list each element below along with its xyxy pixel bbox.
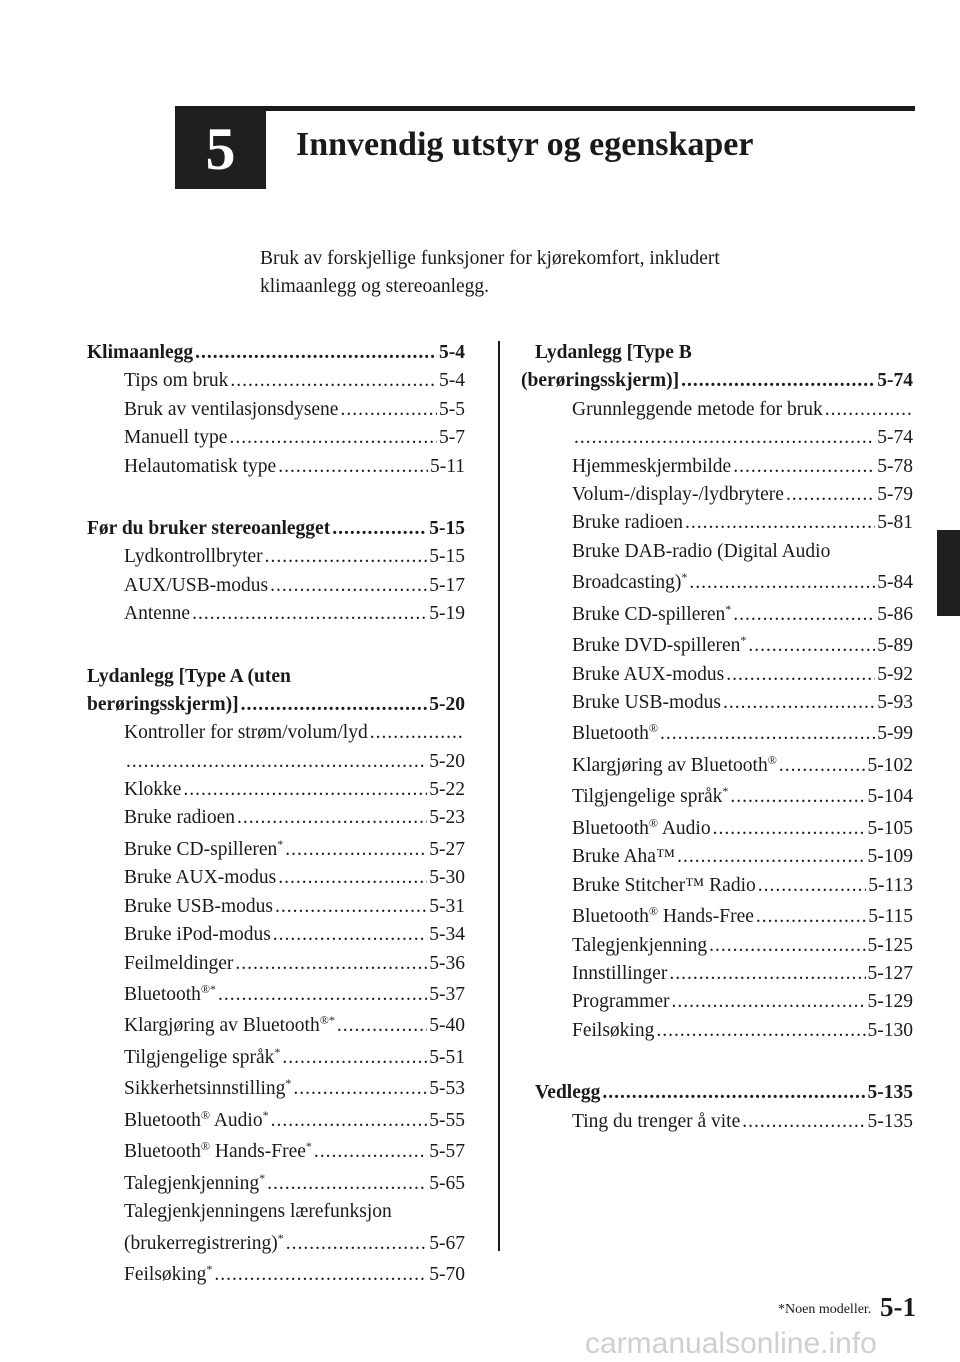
toc-entry[interactable]: Bluetooth® Audio ..... 5-105 [535, 812, 913, 844]
chapter-top-rule [175, 106, 915, 111]
footnote: *Noen modeller. [778, 1302, 872, 1317]
toc-entry[interactable]: Bruke Aha™ ..... 5-109 [535, 843, 913, 871]
toc-entry[interactable]: Sikkerhetsinnstilling* ..... 5-53 [87, 1072, 465, 1104]
toc-entry[interactable]: Tilgjengelige språk* ..... 5-104 [535, 780, 913, 812]
toc-entry[interactable]: Talegjenkjenning ..... 5-125 [535, 932, 913, 960]
toc-entry[interactable]: Bruke radioen ..... 5-23 [87, 804, 465, 832]
chapter-number: 5 [175, 110, 266, 189]
toc-entry[interactable]: Bruke CD-spilleren* ..... 5-86 [535, 598, 913, 630]
toc-section-type-b [521, 339, 913, 1045]
toc-heading[interactable]: berøringsskjerm)] ..... 5-20 [87, 691, 465, 719]
toc-entry[interactable]: Hjemmeskjermbilde ..... 5-78 [535, 453, 913, 481]
toc-entry[interactable]: Programmer ..... 5-129 [535, 988, 913, 1016]
toc-entry[interactable]: Lydkontrollbryter ..... 5-15 [87, 543, 465, 571]
toc-entry[interactable]: Helautomatisk type ..... 5-11 [87, 453, 465, 481]
toc-entry[interactable]: Bluetooth® Audio* ..... 5-55 [87, 1104, 465, 1136]
toc-entry[interactable]: Bluetooth® Hands-Free* ..... 5-57 [87, 1135, 465, 1167]
toc-entry[interactable]: AUX/USB-modus ..... 5-17 [87, 572, 465, 600]
toc-entry-continued[interactable]: ..... 5-74 [535, 424, 913, 452]
toc-entry[interactable]: Tips om bruk ..... 5-4 [87, 367, 465, 395]
toc-section-vedlegg [535, 1079, 913, 1136]
chapter-intro [260, 245, 900, 301]
toc-entry[interactable]: Bruke CD-spilleren* ..... 5-27 [87, 833, 465, 865]
toc-entry[interactable]: Bruke radioen ..... 5-81 [535, 509, 913, 537]
toc-entry[interactable]: Bruke Stitcher™ Radio ..... 5-113 [535, 872, 913, 900]
toc-entry[interactable]: Bruke iPod-modus ..... 5-34 [87, 921, 465, 949]
toc-heading-line[interactable]: Lydanlegg [Type A (uten [87, 665, 291, 687]
toc-entry[interactable]: Bluetooth®* ..... 5-37 [87, 978, 465, 1010]
toc-entry[interactable]: Bruk av ventilasjonsdysene ..... 5-5 [87, 396, 465, 424]
toc-entry[interactable]: Volum-/display-/lydbrytere ..... 5-79 [535, 481, 913, 509]
column-divider [498, 341, 500, 1251]
toc-entry-continued[interactable]: Broadcasting)* ..... 5-84 [535, 566, 913, 598]
toc-entry-continued[interactable]: ..... 5-20 [87, 748, 465, 776]
toc-section-klimaanlegg [87, 339, 465, 481]
watermark: carmanualsonline.info [585, 1327, 877, 1360]
toc-right-column [521, 339, 913, 1170]
toc-entry[interactable]: Feilsøking* ..... 5-70 [87, 1258, 465, 1290]
toc-entry[interactable]: Antenne ..... 5-19 [87, 600, 465, 628]
toc-entry[interactable]: Klargjøring av Bluetooth®* ..... 5-40 [87, 1009, 465, 1041]
toc-entry[interactable]: Klokke ..... 5-22 [87, 776, 465, 804]
toc-entry[interactable]: Grunnleggende metode for bruk ..... [535, 396, 913, 424]
toc-entry[interactable]: Manuell type ..... 5-7 [87, 424, 465, 452]
toc-heading[interactable]: Før du bruker stereoanlegget ..... 5-15 [87, 515, 465, 543]
toc-entry[interactable]: Bruke USB-modus ..... 5-31 [87, 893, 465, 921]
toc-entry[interactable]: Kontroller for strøm/volum/lyd ..... [87, 719, 465, 747]
toc-entry[interactable]: Bruke DAB-radio (Digital Audio [572, 540, 831, 562]
toc-entry[interactable]: Bluetooth® Hands-Free ..... 5-115 [535, 900, 913, 932]
intro-line-1: Bruk av forskjellige funksjoner for kjørekomfort, inkludert [260, 248, 720, 269]
toc-heading-line[interactable]: Lydanlegg [Type B [535, 342, 692, 363]
intro-line-2: klimaanlegg og stereoanlegg. [260, 276, 490, 297]
toc-section-stereo [87, 515, 465, 629]
toc-heading[interactable]: Vedlegg ..... 5-135 [535, 1079, 913, 1107]
toc-entry[interactable]: Innstillinger ..... 5-127 [535, 960, 913, 988]
toc-entry[interactable]: Talegjenkjenning* ..... 5-65 [87, 1167, 465, 1199]
toc-entry[interactable]: Bruke AUX-modus ..... 5-30 [87, 864, 465, 892]
page-number: 5-1 [880, 1292, 916, 1322]
toc-entry-continued[interactable]: (brukerregistrering)* ..... 5-67 [87, 1227, 465, 1259]
toc-section-type-a [87, 663, 465, 1290]
toc-entry[interactable]: Tilgjengelige språk* ..... 5-51 [87, 1041, 465, 1073]
toc-entry[interactable]: Bluetooth® ..... 5-99 [535, 717, 913, 749]
toc-entry[interactable]: Ting du trenger å vite ..... 5-135 [535, 1108, 913, 1136]
chapter-title: Innvendig utstyr og egenskaper [296, 126, 754, 163]
toc-heading[interactable]: Klimaanlegg ..... 5-4 [87, 339, 465, 367]
toc-entry[interactable]: Bruke DVD-spilleren* ..... 5-89 [535, 629, 913, 661]
toc-left-column [87, 339, 465, 1324]
toc-heading[interactable]: (berøringsskjerm)] ..... 5-74 [521, 367, 913, 395]
toc-entry[interactable]: Bruke USB-modus ..... 5-93 [535, 689, 913, 717]
chapter-side-tab [937, 530, 960, 616]
toc-entry[interactable]: Klargjøring av Bluetooth® ..... 5-102 [535, 749, 913, 781]
toc-entry[interactable]: Talegjenkjenningens lærefunksjon [124, 1201, 392, 1223]
toc-entry[interactable]: Feilsøking ..... 5-130 [535, 1017, 913, 1045]
toc-entry[interactable]: Feilmeldinger ..... 5-36 [87, 950, 465, 978]
toc-entry[interactable]: Bruke AUX-modus ..... 5-92 [535, 661, 913, 689]
